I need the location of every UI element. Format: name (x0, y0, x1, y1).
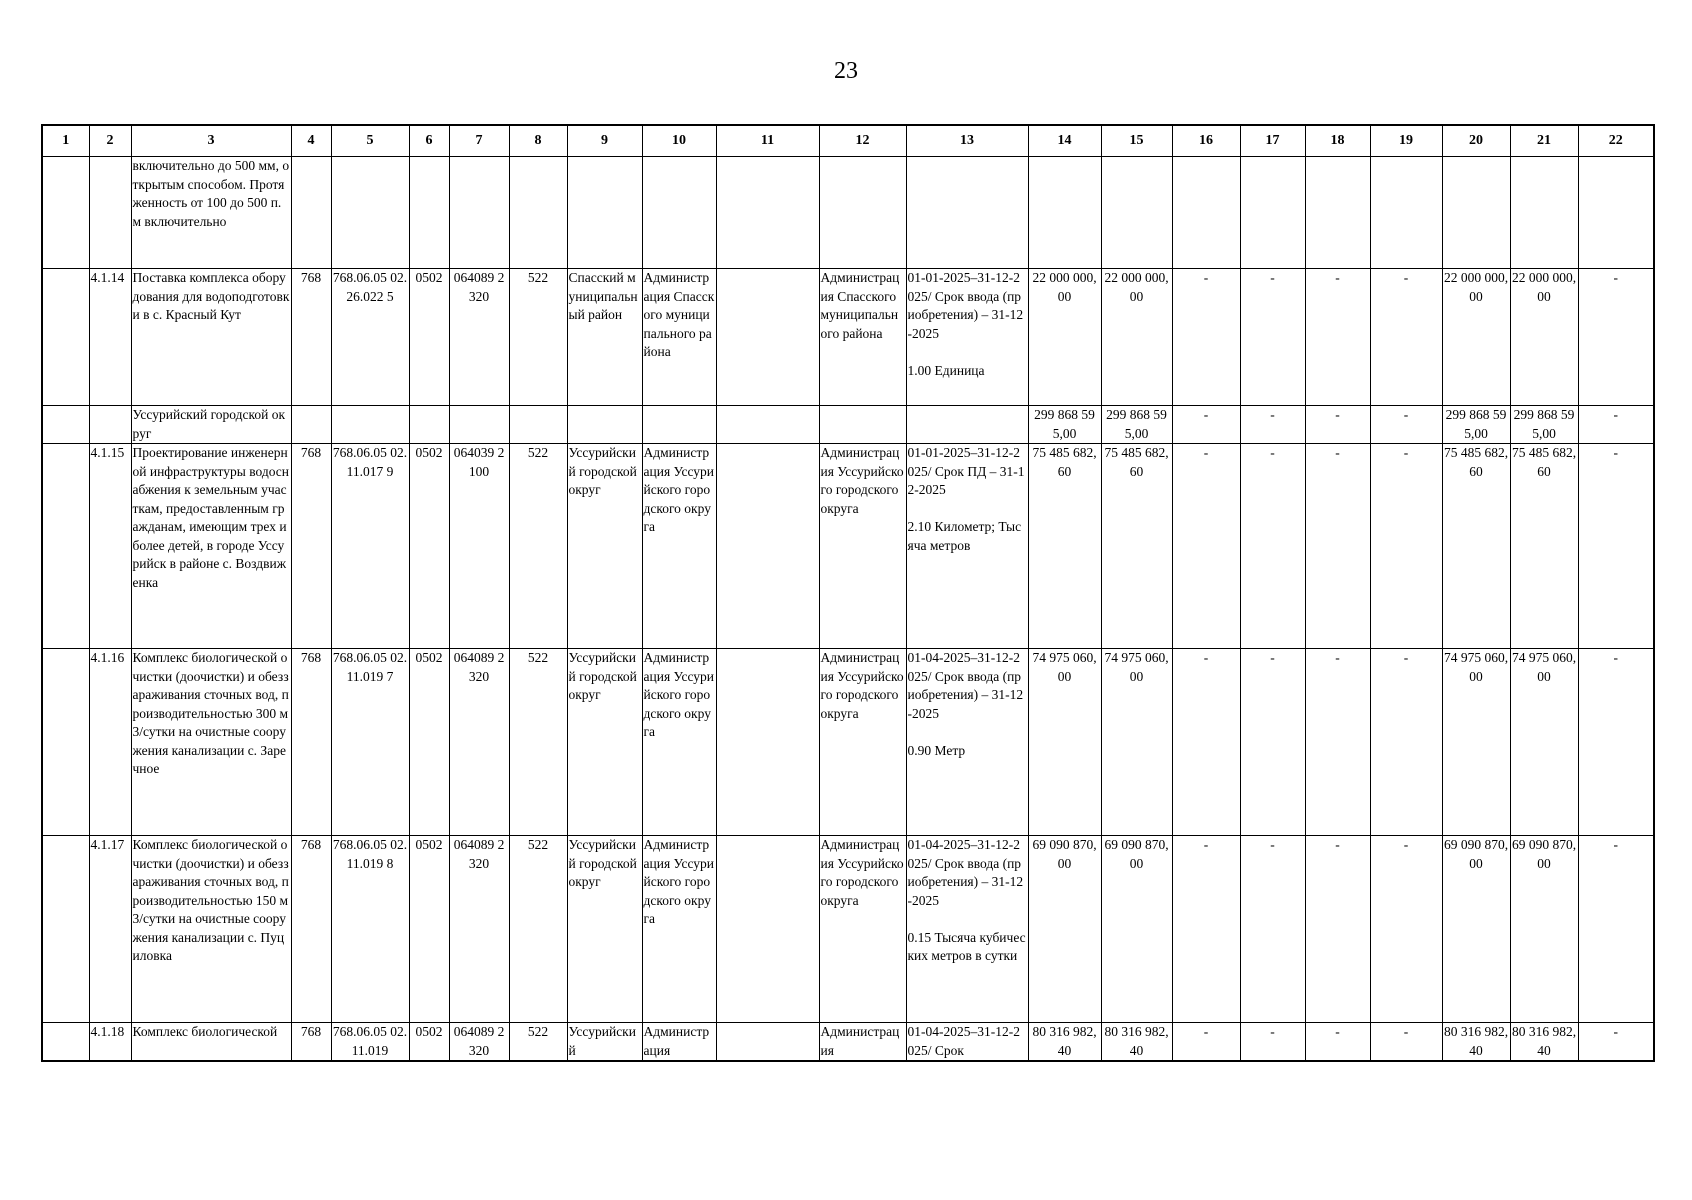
column-header: 17 (1240, 125, 1305, 157)
cell-6: 0502 (409, 836, 449, 1023)
cell-20: 22 000 000,00 (1442, 269, 1510, 406)
cell-6: 0502 (409, 649, 449, 836)
cell-16: - (1172, 444, 1240, 649)
column-header: 13 (906, 125, 1028, 157)
cell-13 (906, 406, 1028, 444)
cell-13 (906, 157, 1028, 269)
cell-9: Уссурийский городской округ (567, 649, 642, 836)
cell-13: 01-04-2025–31-12-2025/ Срок (906, 1023, 1028, 1062)
cell-16: - (1172, 649, 1240, 836)
cell-item-number: 4.1.18 (89, 1023, 131, 1062)
column-header: 15 (1101, 125, 1172, 157)
cell-14: 80 316 982,40 (1028, 1023, 1101, 1062)
column-header: 9 (567, 125, 642, 157)
cell-1 (42, 444, 89, 649)
cell-22: - (1578, 649, 1654, 836)
cell-14: 22 000 000,00 (1028, 269, 1101, 406)
cell-object-name: Комплекс биологической очистки (доочистки) и обеззараживания сточных вод, производительностью 300 м3/сутки на очистные сооружения канализации с. Заречное (131, 649, 291, 836)
cell-20: 299 868 595,00 (1442, 406, 1510, 444)
cell-5: 768.06.05 02.26.022 5 (331, 269, 409, 406)
cell-item-number: 4.1.17 (89, 836, 131, 1023)
cell-16: - (1172, 269, 1240, 406)
cell-item-number: 4.1.16 (89, 649, 131, 836)
cell-4: 768 (291, 269, 331, 406)
cell-17: - (1240, 649, 1305, 836)
cell-8: 522 (509, 269, 567, 406)
cell-6: 0502 (409, 1023, 449, 1062)
cell-15: 69 090 870,00 (1101, 836, 1172, 1023)
cell-object-name: Уссурийский городской округ (131, 406, 291, 444)
cell-19: - (1370, 444, 1442, 649)
cell-15: 75 485 682,60 (1101, 444, 1172, 649)
cell-16: - (1172, 406, 1240, 444)
cell-17: - (1240, 836, 1305, 1023)
table-row (42, 836, 1654, 1023)
cell-12 (819, 157, 906, 269)
cell-14: 299 868 595,00 (1028, 406, 1101, 444)
cell-15: 80 316 982,40 (1101, 1023, 1172, 1062)
cell-22: - (1578, 836, 1654, 1023)
column-header: 2 (89, 125, 131, 157)
cell-10: Администрация Уссурийского городского округа (642, 836, 716, 1023)
cell-21: 69 090 870,00 (1510, 836, 1578, 1023)
cell-22: - (1578, 1023, 1654, 1062)
cell-5: 768.06.05 02.11.019 7 (331, 649, 409, 836)
column-header: 12 (819, 125, 906, 157)
cell-22: - (1578, 269, 1654, 406)
budget-table (41, 124, 1655, 1062)
cell-5: 768.06.05 02.11.017 9 (331, 444, 409, 649)
column-header: 22 (1578, 125, 1654, 157)
header-row (42, 125, 1654, 157)
column-header: 21 (1510, 125, 1578, 157)
cell-7 (449, 406, 509, 444)
cell-4 (291, 157, 331, 269)
cell-7: 064089 2320 (449, 1023, 509, 1062)
cell-11 (716, 444, 819, 649)
cell-22: - (1578, 406, 1654, 444)
cell-17: - (1240, 444, 1305, 649)
cell-18: - (1305, 269, 1370, 406)
cell-19: - (1370, 269, 1442, 406)
cell-16: - (1172, 1023, 1240, 1062)
cell-item-number (89, 406, 131, 444)
cell-1 (42, 269, 89, 406)
cell-object-name: Проектирование инженерной инфраструктуры водоснабжения к земельным участкам, предоставленным гражданам, имеющим трех и более детей, в городе Уссурийск в районе с. Воздвиженка (131, 444, 291, 649)
cell-4: 768 (291, 649, 331, 836)
cell-9: Уссурийский городской округ (567, 836, 642, 1023)
cell-15: 299 868 595,00 (1101, 406, 1172, 444)
cell-16 (1172, 157, 1240, 269)
cell-19: - (1370, 406, 1442, 444)
cell-7: 064089 2320 (449, 836, 509, 1023)
column-header: 6 (409, 125, 449, 157)
cell-20: 80 316 982,40 (1442, 1023, 1510, 1062)
cell-1 (42, 649, 89, 836)
cell-21: 299 868 595,00 (1510, 406, 1578, 444)
cell-object-name: включительно до 500 мм, открытым способом. Протяженность от 100 до 500 п.м включительно (131, 157, 291, 269)
cell-19 (1370, 157, 1442, 269)
cell-8: 522 (509, 836, 567, 1023)
column-header: 10 (642, 125, 716, 157)
cell-12: Администрация (819, 1023, 906, 1062)
cell-19: - (1370, 649, 1442, 836)
column-header: 19 (1370, 125, 1442, 157)
cell-7: 064089 2320 (449, 269, 509, 406)
cell-21: 74 975 060,00 (1510, 649, 1578, 836)
cell-6: 0502 (409, 269, 449, 406)
cell-12: Администрация Спасского муниципального района (819, 269, 906, 406)
cell-11 (716, 157, 819, 269)
page-number: 23 (834, 58, 858, 84)
cell-17: - (1240, 269, 1305, 406)
cell-16: - (1172, 836, 1240, 1023)
cell-19: - (1370, 1023, 1442, 1062)
table-row (42, 269, 1654, 406)
cell-10 (642, 406, 716, 444)
column-header: 14 (1028, 125, 1101, 157)
cell-17: - (1240, 1023, 1305, 1062)
cell-13: 01-04-2025–31-12-2025/ Срок ввода (приобретения) – 31-12-2025 0.15 Тысяча кубических метров в сутки (906, 836, 1028, 1023)
cell-21: 75 485 682,60 (1510, 444, 1578, 649)
cell-5: 768.06.05 02.11.019 8 (331, 836, 409, 1023)
cell-item-number (89, 157, 131, 269)
cell-10 (642, 157, 716, 269)
column-header: 1 (42, 125, 89, 157)
table-body (42, 157, 1654, 1062)
cell-10: Администрация Уссурийского городского округа (642, 444, 716, 649)
cell-14: 75 485 682,60 (1028, 444, 1101, 649)
cell-4 (291, 406, 331, 444)
cell-1 (42, 836, 89, 1023)
cell-7: 064089 2320 (449, 649, 509, 836)
table-row (42, 406, 1654, 444)
cell-1 (42, 406, 89, 444)
table-row (42, 157, 1654, 269)
cell-9 (567, 157, 642, 269)
column-header: 11 (716, 125, 819, 157)
cell-5 (331, 157, 409, 269)
cell-21: 22 000 000,00 (1510, 269, 1578, 406)
cell-5: 768.06.05 02.11.019 (331, 1023, 409, 1062)
column-header: 8 (509, 125, 567, 157)
cell-19: - (1370, 836, 1442, 1023)
cell-4: 768 (291, 1023, 331, 1062)
cell-15: 74 975 060,00 (1101, 649, 1172, 836)
cell-7: 064039 2100 (449, 444, 509, 649)
column-header: 18 (1305, 125, 1370, 157)
column-header: 7 (449, 125, 509, 157)
column-header: 3 (131, 125, 291, 157)
cell-6 (409, 406, 449, 444)
cell-12: Администрация Уссурийского городского округа (819, 836, 906, 1023)
cell-22: - (1578, 444, 1654, 649)
cell-18: - (1305, 1023, 1370, 1062)
cell-13: 01-01-2025–31-12-2025/ Срок ввода (приобретения) – 31-12-2025 1.00 Единица (906, 269, 1028, 406)
cell-13: 01-01-2025–31-12-2025/ Срок ПД – 31-12-2025 2.10 Километр; Тысяча метров (906, 444, 1028, 649)
cell-9: Спасский муниципальный район (567, 269, 642, 406)
cell-11 (716, 406, 819, 444)
cell-14 (1028, 157, 1101, 269)
cell-5 (331, 406, 409, 444)
cell-object-name: Комплекс биологической очистки (доочистки) и обеззараживания сточных вод, производительностью 150 м3/сутки на очистные сооружения канализации с. Пуциловка (131, 836, 291, 1023)
cell-10: Администрация (642, 1023, 716, 1062)
cell-21: 80 316 982,40 (1510, 1023, 1578, 1062)
column-header: 4 (291, 125, 331, 157)
cell-18: - (1305, 406, 1370, 444)
cell-11 (716, 836, 819, 1023)
cell-13: 01-04-2025–31-12-2025/ Срок ввода (приобретения) – 31-12-2025 0.90 Метр (906, 649, 1028, 836)
cell-22 (1578, 157, 1654, 269)
cell-12: Администрация Уссурийского городского округа (819, 444, 906, 649)
cell-11 (716, 1023, 819, 1062)
cell-object-name: Комплекс биологической (131, 1023, 291, 1062)
cell-10: Администрация Спасского муниципального района (642, 269, 716, 406)
cell-8: 522 (509, 1023, 567, 1062)
cell-20: 74 975 060,00 (1442, 649, 1510, 836)
table-row (42, 649, 1654, 836)
cell-6: 0502 (409, 444, 449, 649)
column-header: 16 (1172, 125, 1240, 157)
cell-20: 75 485 682,60 (1442, 444, 1510, 649)
cell-9 (567, 406, 642, 444)
cell-12 (819, 406, 906, 444)
cell-4: 768 (291, 444, 331, 649)
cell-1 (42, 1023, 89, 1062)
cell-20 (1442, 157, 1510, 269)
cell-21 (1510, 157, 1578, 269)
cell-9: Уссурийский городской округ (567, 444, 642, 649)
cell-object-name: Поставка комплекса оборудования для водоподготовки в с. Красный Кут (131, 269, 291, 406)
cell-1 (42, 157, 89, 269)
cell-14: 69 090 870,00 (1028, 836, 1101, 1023)
cell-11 (716, 649, 819, 836)
table-row (42, 444, 1654, 649)
cell-12: Администрация Уссурийского городского округа (819, 649, 906, 836)
cell-4: 768 (291, 836, 331, 1023)
cell-17 (1240, 157, 1305, 269)
cell-18: - (1305, 836, 1370, 1023)
cell-item-number: 4.1.14 (89, 269, 131, 406)
cell-20: 69 090 870,00 (1442, 836, 1510, 1023)
cell-15: 22 000 000,00 (1101, 269, 1172, 406)
cell-10: Администрация Уссурийского городского округа (642, 649, 716, 836)
cell-18: - (1305, 444, 1370, 649)
cell-14: 74 975 060,00 (1028, 649, 1101, 836)
cell-8: 522 (509, 444, 567, 649)
table-row (42, 1023, 1654, 1062)
cell-17: - (1240, 406, 1305, 444)
column-header: 20 (1442, 125, 1510, 157)
cell-item-number: 4.1.15 (89, 444, 131, 649)
cell-6 (409, 157, 449, 269)
cell-8: 522 (509, 649, 567, 836)
cell-15 (1101, 157, 1172, 269)
cell-8 (509, 406, 567, 444)
cell-18: - (1305, 649, 1370, 836)
cell-9: Уссурийский (567, 1023, 642, 1062)
cell-18 (1305, 157, 1370, 269)
cell-8 (509, 157, 567, 269)
column-header: 5 (331, 125, 409, 157)
cell-7 (449, 157, 509, 269)
cell-11 (716, 269, 819, 406)
